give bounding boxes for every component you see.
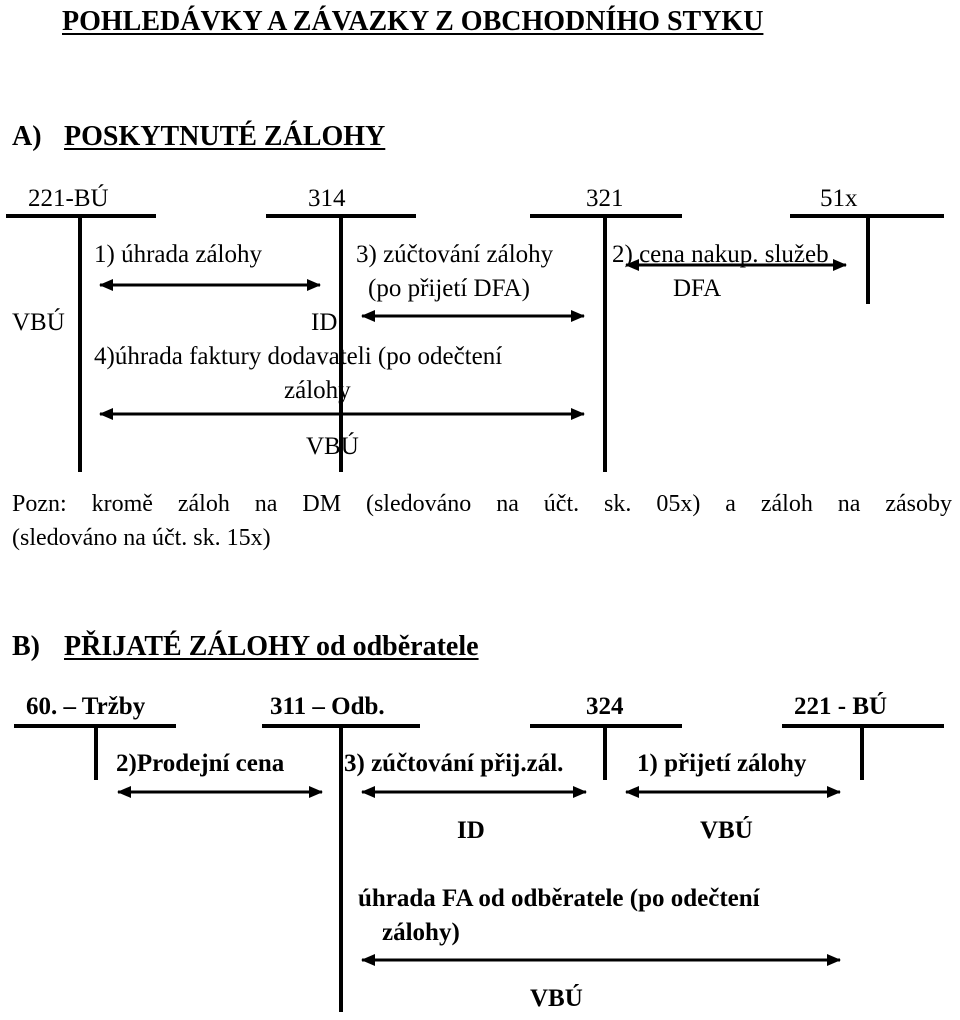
b-vbu-label: VBÚ (700, 817, 753, 844)
note-line-2: (sledováno na účt. sk. 15x) (12, 525, 271, 551)
b-step-4-label: úhrada FA od odběratele (po odečtení (358, 885, 760, 912)
note-line-1: Pozn: kromě záloh na DM (sledováno na účt. sk. 05x) a záloh na zásoby (12, 491, 952, 517)
b-step-4-sublabel: zálohy) (382, 919, 460, 946)
vbu-bottom-label: VBÚ (306, 433, 359, 460)
section-b-prefix: B) (12, 631, 40, 662)
section-a-heading: POSKYTNUTÉ ZÁLOHY (64, 121, 386, 152)
account-221-bu-label: 221 - BÚ (794, 693, 888, 720)
step-1-label: 1) úhrada zálohy (94, 241, 262, 268)
step-3-sublabel: (po přijetí DFA) (368, 275, 531, 302)
step-4-label: 4)úhrada faktury dodavateli (po odečtení (94, 343, 503, 370)
account-60-label: 60. – Tržby (26, 693, 146, 720)
step-4-sublabel: zálohy (284, 377, 351, 404)
account-311-label: 311 – Odb. (270, 693, 385, 720)
b-id-label: ID (457, 817, 485, 844)
account-314-label: 314 (308, 185, 346, 212)
section-a-prefix: A) (12, 121, 42, 152)
id-label: ID (311, 309, 338, 336)
step-3-label: 3) zúčtování zálohy (356, 241, 554, 268)
b-step-1-label: 1) přijetí zálohy (637, 750, 807, 777)
account-321-label: 321 (586, 185, 624, 212)
b-step-3-label: 3) zúčtování přij.zál. (344, 750, 564, 777)
page-title: POHLEDÁVKY A ZÁVAZKY Z OBCHODNÍHO STYKU (62, 6, 764, 37)
account-324-label: 324 (586, 693, 624, 720)
section-b-heading: PŘIJATÉ ZÁLOHY od odběratele (64, 631, 479, 662)
b-step-2-label: 2)Prodejní cena (116, 750, 285, 777)
step-2-label: 2) cena nakup. služeb (612, 241, 829, 268)
account-221-label: 221-BÚ (28, 185, 109, 212)
vbu-left-label: VBÚ (12, 309, 65, 336)
account-51x-label: 51x (820, 185, 858, 212)
dfa-label: DFA (673, 275, 722, 302)
b-vbu-bottom-label: VBÚ (530, 985, 583, 1012)
